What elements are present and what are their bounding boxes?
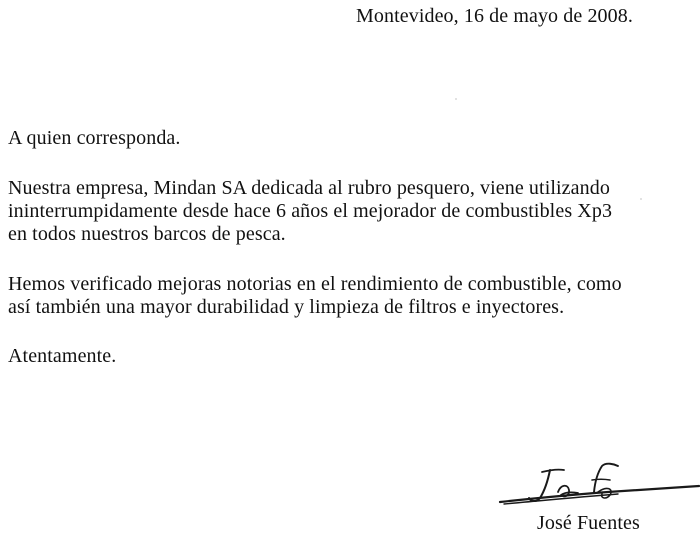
date-line: Montevideo, 16 de mayo de 2008.	[356, 5, 633, 27]
paragraph-2-line-2: así también una mayor durabilidad y limpieza de filtros e inyectores.	[8, 296, 565, 318]
signatory-name: José Fuentes	[537, 512, 640, 534]
paragraph-2-line-1: Hemos verificado mejoras notorias en el rendimiento de combustible, como	[8, 273, 622, 295]
paper-speck	[455, 98, 457, 100]
salutation: A quien corresponda.	[8, 127, 181, 149]
paragraph-1-line-3: en todos nuestros barcos de pesca.	[8, 223, 286, 245]
closing: Atentamente.	[8, 345, 117, 367]
paper-speck	[640, 198, 642, 200]
handwritten-signature	[498, 462, 700, 512]
paragraph-1-line-2: ininterrumpidamente desde hace 6 años el mejorador de combustibles Xp3	[8, 200, 613, 222]
paragraph-1-line-1: Nuestra empresa, Mindan SA dedicada al rubro pesquero, viene utilizando	[8, 177, 610, 199]
